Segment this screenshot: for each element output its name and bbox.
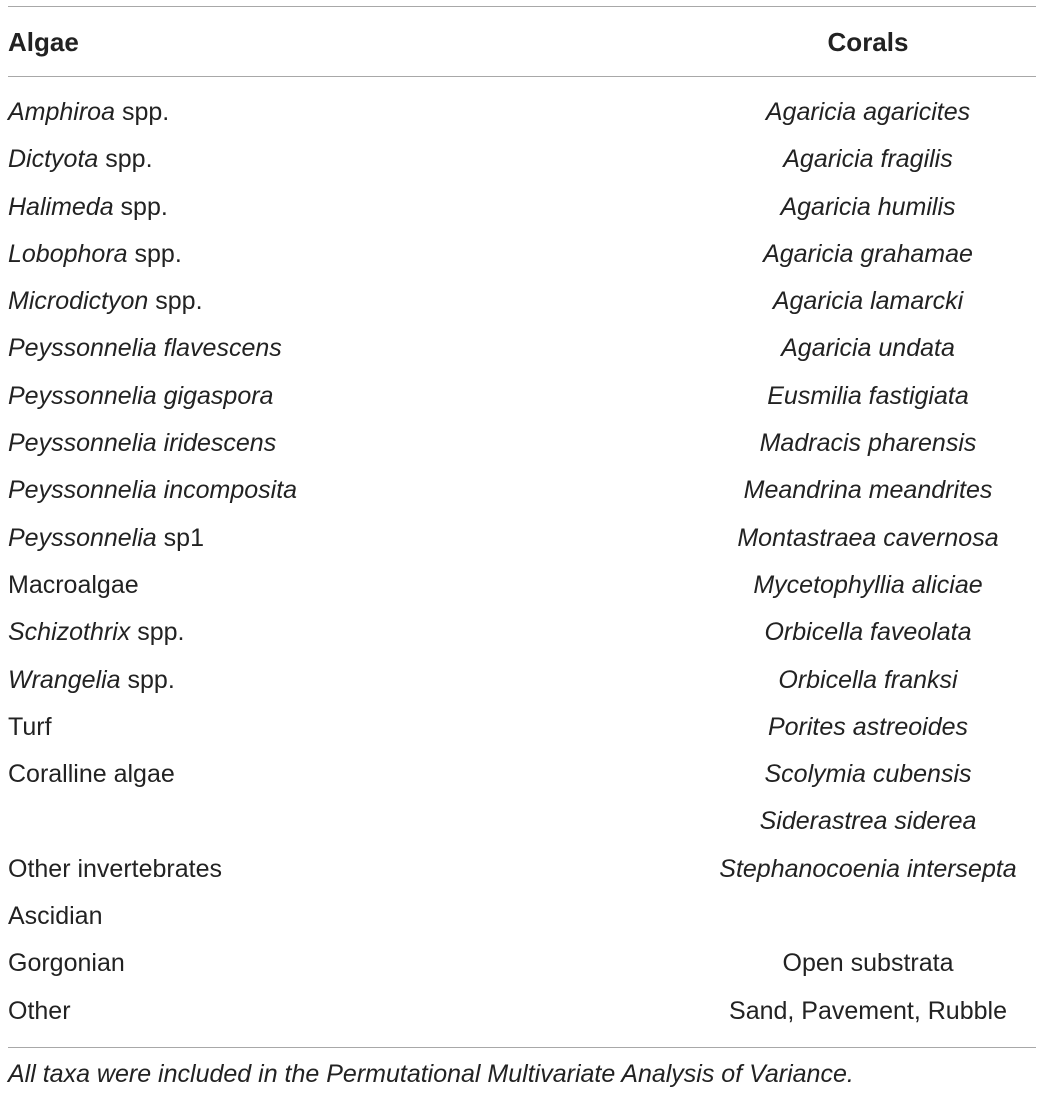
table-row — [0, 136, 1042, 183]
algae-cell-plain: Other — [8, 996, 71, 1025]
coral-cell — [700, 184, 1036, 231]
algae-cell — [8, 846, 222, 893]
table-row — [0, 798, 1042, 845]
coral-cell-italic: Agaricia agaricites — [765, 98, 971, 126]
algae-cell-plain: spp. — [127, 239, 182, 268]
table-header-rule — [8, 76, 1036, 77]
algae-cell — [8, 373, 273, 420]
table-row — [0, 231, 1042, 278]
algae-cell — [8, 609, 184, 656]
coral-cell — [700, 798, 1036, 845]
algae-cell — [8, 420, 276, 467]
table-row — [0, 657, 1042, 704]
coral-cell-italic: Agaricia undata — [781, 334, 955, 363]
coral-cell — [700, 846, 1036, 893]
table-body — [0, 89, 1042, 1035]
coral-cell-italic: Orbicella faveolata — [764, 618, 972, 647]
coral-cell — [700, 988, 1036, 1035]
coral-cell-italic: Agaricia lamarcki — [772, 287, 964, 316]
coral-cell — [700, 562, 1036, 609]
table-row — [0, 704, 1042, 751]
algae-cell-italic: Peyssonnelia iridescens — [8, 429, 277, 458]
coral-cell — [700, 373, 1036, 420]
coral-cell-italic: Meandrina meandrites — [743, 476, 993, 505]
header-algae: Algae — [8, 27, 79, 57]
table-footnote: All taxa were included in the Permutational Multivariate Analysis of Variance. — [8, 1060, 854, 1088]
table-row — [0, 467, 1042, 514]
coral-cell — [700, 136, 1036, 183]
algae-cell-italic: Peyssonnelia gigaspora — [8, 381, 274, 410]
algae-cell-plain: spp. — [113, 192, 168, 221]
coral-cell-italic: Agaricia grahamae — [763, 239, 973, 268]
table-row — [0, 609, 1042, 656]
algae-cell — [8, 704, 52, 751]
algae-cell — [8, 136, 153, 183]
algae-cell-plain: spp. — [115, 98, 170, 126]
algae-cell-plain: Gorgonian — [8, 949, 125, 978]
algae-cell-plain: Other invertebrates — [8, 854, 222, 883]
header-corals: Corals — [827, 27, 909, 57]
algae-cell-plain: spp. — [130, 618, 185, 647]
coral-cell — [700, 657, 1036, 704]
coral-cell-italic: Agaricia fragilis — [783, 145, 953, 174]
coral-cell-italic: Madracis pharensis — [759, 429, 977, 458]
algae-cell-italic: Lobophora — [8, 239, 128, 268]
algae-cell — [8, 325, 282, 372]
table-row — [0, 562, 1042, 609]
algae-cell-italic: Peyssonnelia incomposita — [8, 476, 298, 505]
table-row — [0, 988, 1042, 1035]
coral-cell-italic: Siderastrea siderea — [759, 807, 977, 836]
coral-cell — [700, 420, 1036, 467]
coral-cell-italic: Agaricia humilis — [780, 192, 956, 221]
algae-cell-plain: spp. — [120, 665, 175, 694]
algae-cell — [8, 184, 168, 231]
algae-cell-plain: Turf — [8, 712, 52, 741]
coral-cell-italic: Montastraea cavernosa — [737, 523, 999, 552]
algae-cell — [8, 751, 175, 798]
coral-cell-italic: Orbicella franksi — [778, 665, 958, 694]
coral-cell — [700, 231, 1036, 278]
coral-cell-italic: Stephanocoenia intersepta — [719, 854, 1017, 883]
algae-cell-italic: Dictyota — [8, 145, 99, 174]
coral-cell-italic: Scolymia cubensis — [764, 760, 972, 789]
algae-cell — [8, 657, 175, 704]
algae-cell-italic: Wrangelia — [8, 665, 121, 694]
table-row — [0, 278, 1042, 325]
algae-cell — [8, 940, 125, 987]
algae-cell — [8, 988, 71, 1035]
coral-cell-italic: Porites astreoides — [767, 712, 969, 741]
algae-cell-italic: Halimeda — [8, 192, 114, 221]
table-top-rule — [8, 6, 1036, 7]
table-bottom-rule — [8, 1047, 1036, 1048]
table-row — [0, 373, 1042, 420]
coral-cell — [700, 704, 1036, 751]
coral-cell — [700, 325, 1036, 372]
coral-cell — [700, 940, 1036, 987]
table-row — [0, 184, 1042, 231]
table-row — [0, 893, 1042, 940]
algae-cell-italic: Peyssonnelia — [8, 523, 157, 552]
algae-cell-italic: Schizothrix — [8, 618, 131, 647]
coral-cell-italic: Eusmilia fastigiata — [767, 381, 969, 410]
table-row — [0, 846, 1042, 893]
algae-cell-plain: spp. — [98, 145, 153, 174]
algae-cell-plain: Ascidian — [8, 902, 103, 931]
algae-cell-plain: spp. — [148, 287, 203, 316]
algae-cell-italic: Amphiroa — [8, 98, 115, 126]
coral-cell — [700, 89, 1036, 136]
algae-cell — [8, 278, 203, 325]
algae-cell — [8, 89, 169, 136]
coral-cell-italic: Mycetophyllia aliciae — [753, 570, 983, 599]
algae-cell-italic: Peyssonnelia flavescens — [8, 334, 282, 363]
coral-cell — [700, 278, 1036, 325]
table-row — [0, 751, 1042, 798]
table-row — [0, 89, 1042, 136]
table-row — [0, 420, 1042, 467]
table-row — [0, 940, 1042, 987]
coral-cell — [700, 515, 1036, 562]
coral-cell — [700, 467, 1036, 514]
algae-cell — [8, 231, 182, 278]
algae-cell-italic: Microdictyon — [8, 287, 149, 316]
algae-cell-plain: Coralline algae — [8, 760, 175, 789]
coral-cell — [700, 609, 1036, 656]
algae-cell-plain: Macroalgae — [8, 570, 139, 599]
coral-cell-plain: Open substrata — [782, 949, 954, 978]
coral-cell-plain: Sand, Pavement, Rubble — [729, 996, 1007, 1025]
table-header-row — [0, 24, 1042, 60]
algae-cell — [8, 515, 204, 562]
algae-cell — [8, 893, 103, 940]
table-row — [0, 325, 1042, 372]
algae-cell — [8, 562, 139, 609]
table-row — [0, 515, 1042, 562]
algae-cell — [8, 467, 297, 514]
coral-cell — [700, 751, 1036, 798]
algae-cell-plain: sp1 — [156, 523, 204, 552]
